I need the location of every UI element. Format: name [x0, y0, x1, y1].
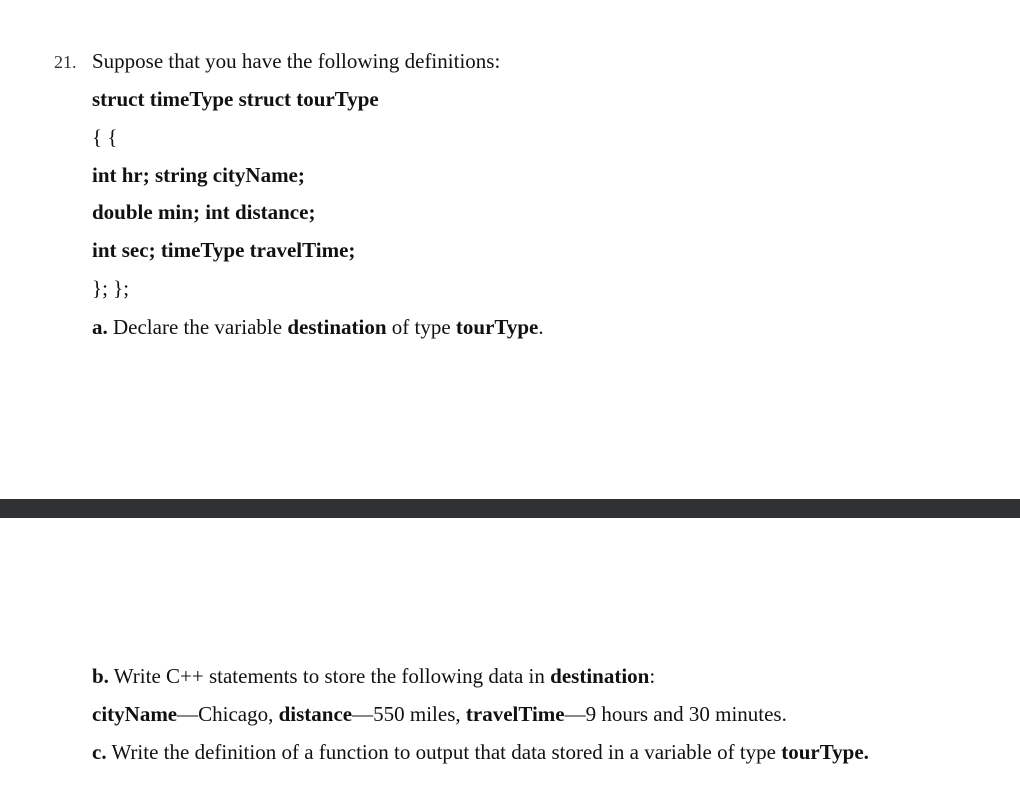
part-c-text-1: Write the definition of a function to output that data stored in a variable of type — [106, 740, 782, 764]
code-line-5: int sec; timeType travelTime; — [92, 238, 356, 262]
part-c-label: c. — [92, 740, 107, 764]
code-line-1: struct timeType struct tourType — [92, 87, 379, 111]
part-b-variable: destination — [550, 664, 650, 688]
value-traveltime: —9 hours and 30 minutes. — [564, 702, 787, 726]
part-a-text-3: . — [538, 315, 544, 339]
part-a-variable: destination — [287, 315, 387, 339]
code-line-6: }; }; — [92, 276, 130, 300]
question-intro: Suppose that you have the following definitions: — [92, 49, 501, 73]
value-cityname: —Chicago, — [177, 702, 279, 726]
field-cityname: cityName — [92, 702, 178, 726]
part-b-text-1: Write C++ statements to store the following data in — [108, 664, 551, 688]
question-number: 21. — [54, 52, 77, 72]
part-b — [92, 664, 655, 688]
field-traveltime: travelTime — [465, 702, 565, 726]
code-line-4: double min; int distance; — [92, 200, 316, 224]
part-a-type: tourType — [455, 315, 539, 339]
code-line-2: { { — [92, 125, 118, 149]
part-c-type: tourType. — [781, 740, 869, 764]
part-c — [92, 740, 869, 764]
part-a-text-1: Declare the variable — [107, 315, 288, 339]
part-a — [92, 315, 544, 339]
part-b-label: b. — [92, 664, 109, 688]
page-divider — [0, 499, 1020, 518]
code-line-3: int hr; string cityName; — [92, 163, 305, 187]
part-a-text-2: of type — [386, 315, 456, 339]
field-distance: distance — [278, 702, 353, 726]
part-a-label: a. — [92, 315, 108, 339]
value-distance: —550 miles, — [352, 702, 466, 726]
part-b-text-2: : — [649, 664, 656, 688]
part-b-data — [92, 702, 787, 726]
